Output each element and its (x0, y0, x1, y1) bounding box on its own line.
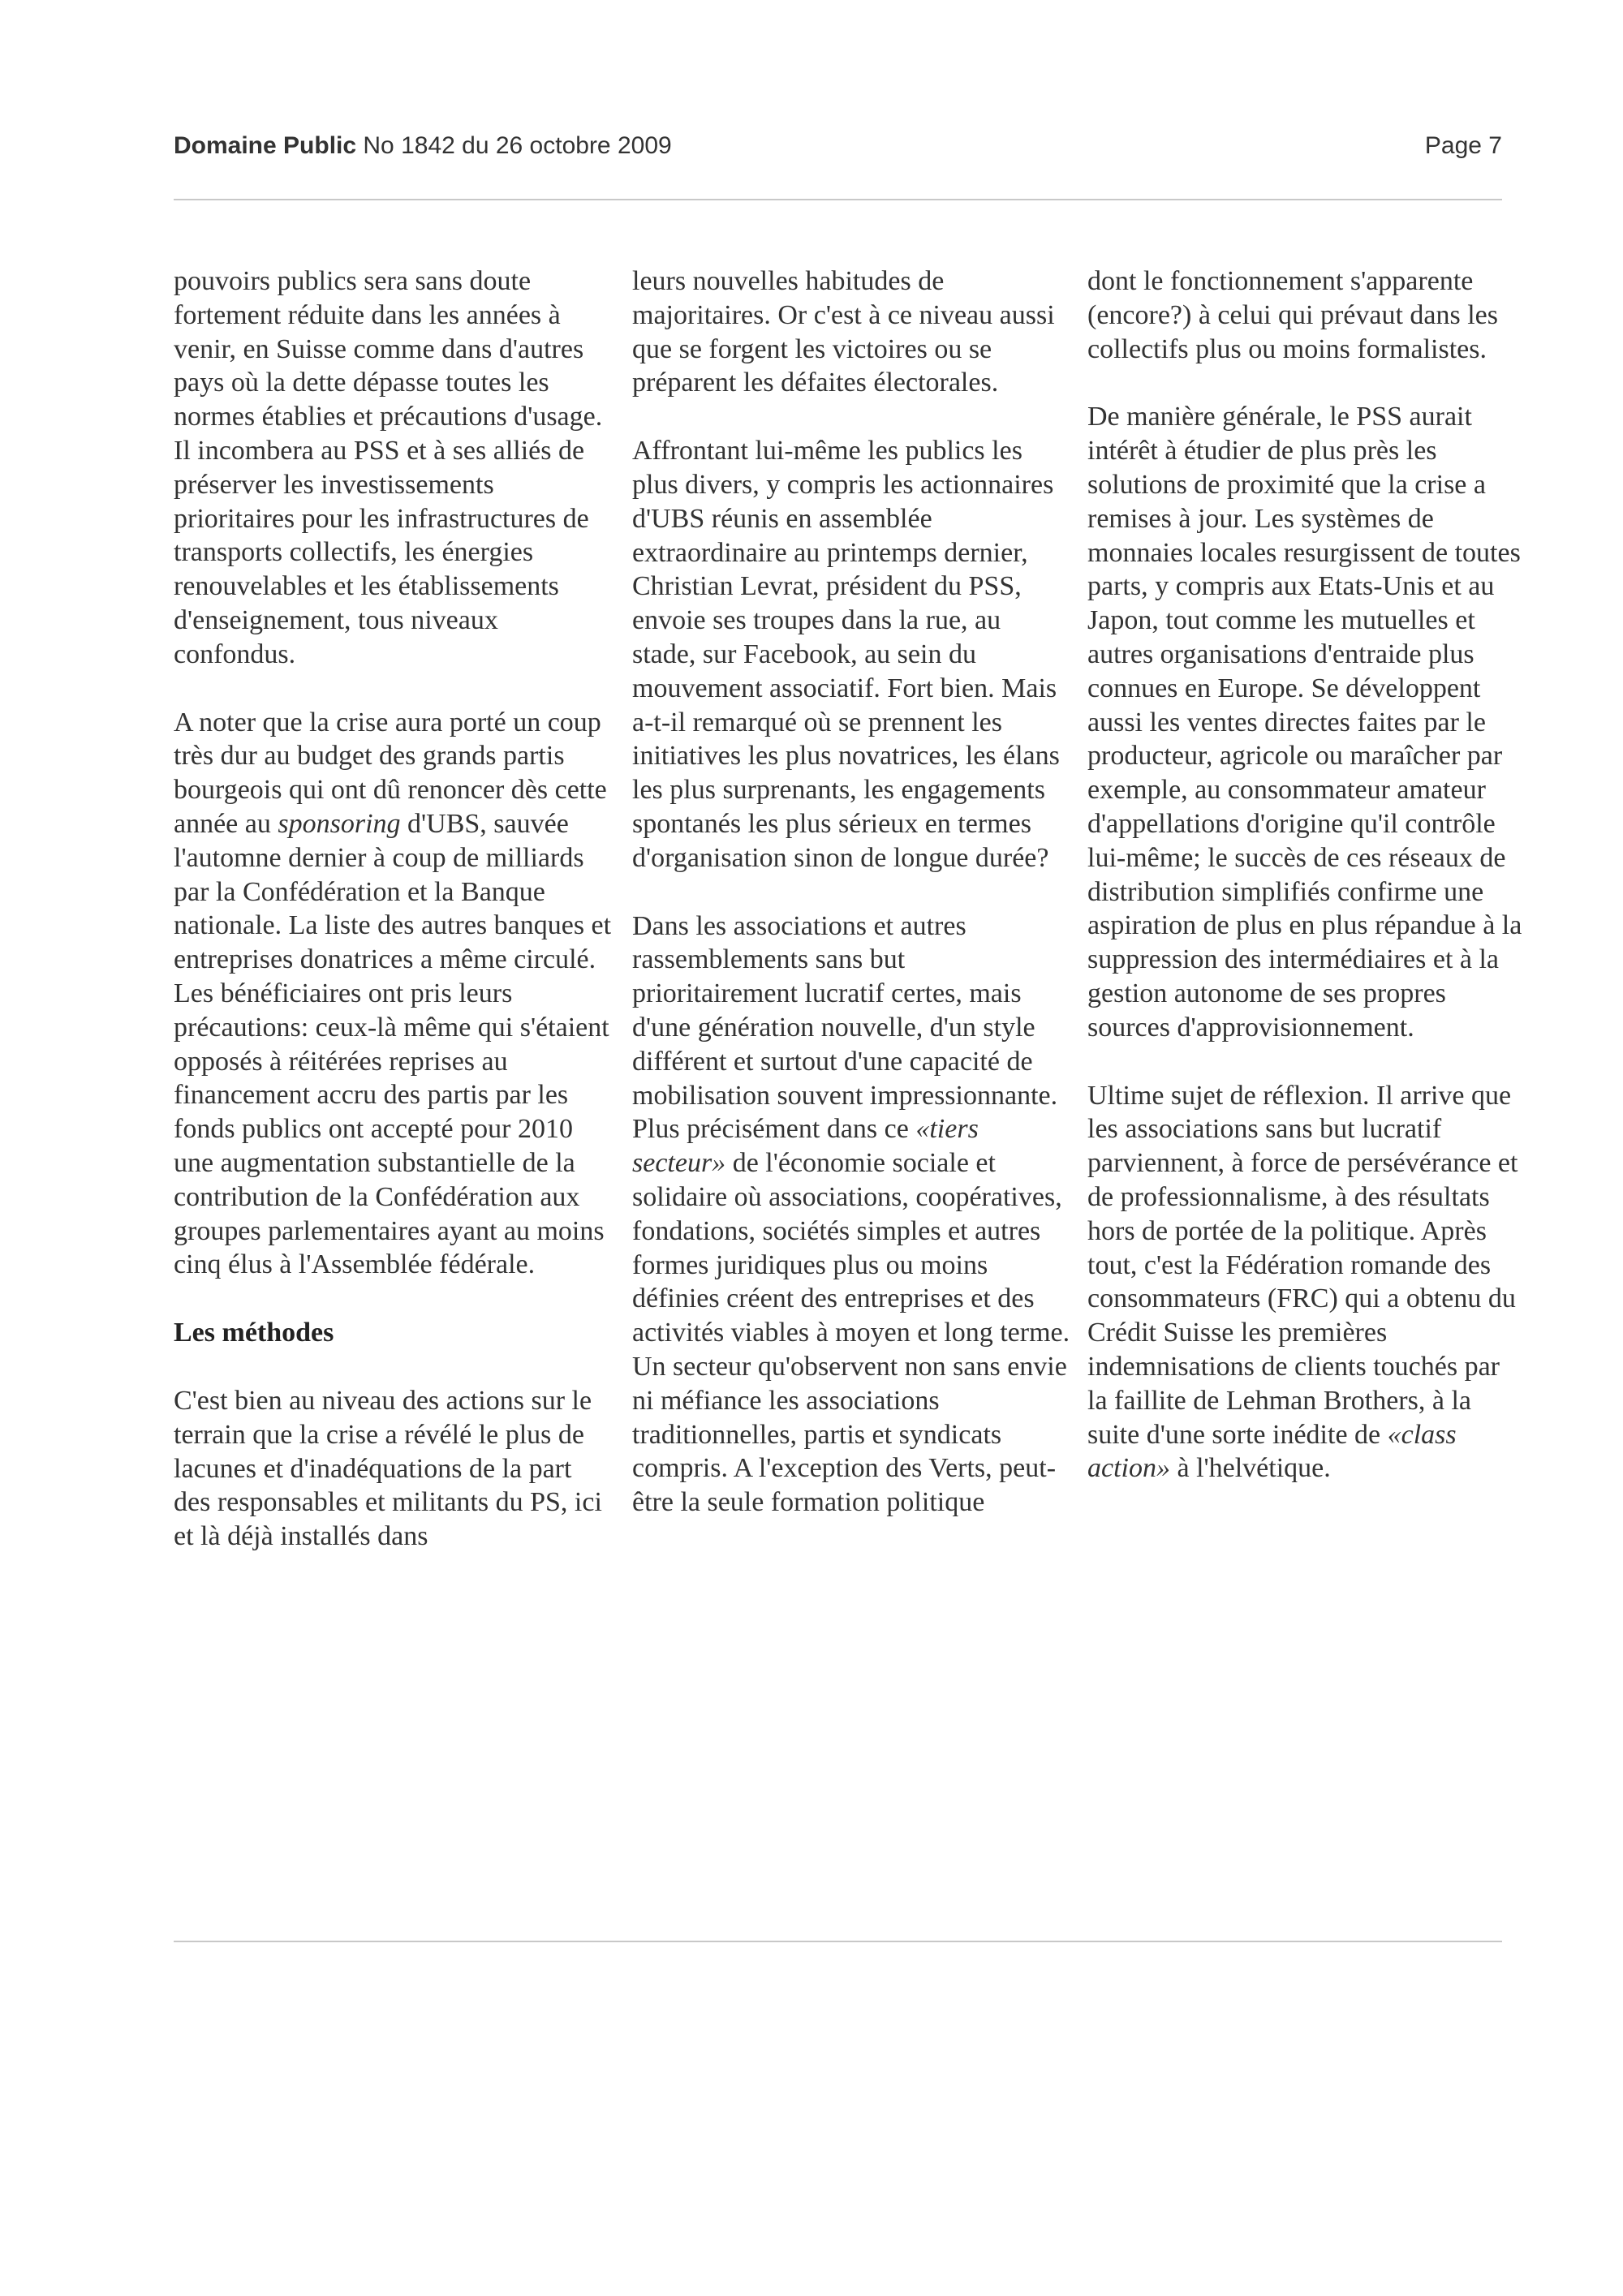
publication-name: Domaine Public (174, 132, 357, 159)
paragraph: Dans les associations et autres rassemblements sans but prioritairement lucratif certes, mais d'une génération nouvelle, d'un style différent et surtout d'une capacité de mobilisation souvent impressionnante. Plus précisément dans ce «tiers secteur» de l'économie sociale et solidaire où associations, coopératives, fondations, sociétés simples et autres formes juridiques plus ou moins définies créent des entreprises et des activités viables à moyen et long terme. Un secteur qu'observent non sans envie ni méfiance les associations traditionnelles, partis et syndicats compris. A l'exception des Verts, peut-être la seule formation politique (632, 910, 1070, 1518)
column-3 (1087, 264, 1526, 1520)
publication-line (174, 132, 672, 160)
header-divider (174, 199, 1502, 200)
italic-term: sponsoring (278, 808, 401, 839)
paragraph: pouvoirs publics sera sans doute fortement réduite dans les années à venir, en Suisse comme dans d'autres pays où la dette dépasse toutes les normes établies et précautions d'usage. Il incombera au PSS et à ses alliés de préserver les investissements prioritaires pour les infrastructures de transports collectifs, les énergies renouvelables et les établissements d'enseignement, tous niveaux confondus. (174, 266, 603, 669)
paragraph: dont le fonctionnement s'apparente (encore?) à celui qui prévaut dans les collectifs plus ou moins formalistes. (1087, 266, 1498, 364)
issue-info: No 1842 du 26 octobre 2009 (363, 132, 672, 159)
page-number: Page 7 (1424, 132, 1502, 159)
paragraph: Ultime sujet de réflexion. Il arrive que les associations sans but lucratif parviennent, à force de persévérance et de professionnalisme, à des résultats hors de portée de la politique. Après tout, c'est la Fédération romande des consommateurs (FRC) qui a obtenu du Crédit Suisse les premières indemnisations de clients touchés par la faillite de Lehman Brothers, à la suite d'une sorte inédite de «class action» à l'helvétique. (1087, 1080, 1518, 1484)
page-header (174, 132, 1502, 165)
paragraph: A noter que la crise aura porté un coup très dur au budget des grands partis bourgeois qui ont dû renoncer dès cette année au sponsoring d'UBS, sauvée l'automne dernier à coup de milliards par la Confédération et la Banque nationale. La liste des autres banques et entreprises donatrices a même circulé. Les bénéficiaires ont pris leurs précautions: ceux-là même qui s'étaient opposés à réitérées reprises au financement accru des partis par les fonds publics ont accepté pour 2010 une augmentation substantielle de la contribution de la Confédération aux groupes parlementaires ayant au moins cinq élus à l'Assemblée fédérale. (174, 707, 612, 1280)
footer-divider (174, 1941, 1502, 1942)
paragraph: De manière générale, le PSS aurait intérêt à étudier de plus près les solutions de proximité que la crise a remises à jour. Les systèmes de monnaies locales resurgissent de toutes parts, y compris aux Etats-Unis et au Japon, tout comme les mutuelles et autres organisations d'entraide plus connues en Europe. Se développent aussi les ventes directes faites par le producteur, agricole ou maraîcher par exemple, au consommateur amateur d'appellations d'origine qu'il contrôle lui-même; le succès de ces réseaux de distribution simplifiés confirme une aspiration de plus en plus répandue à la suppression des intermédiaires et à la gestion autonome de ses propres sources d'approvisionnement. (1087, 402, 1522, 1043)
paragraph: C'est bien au niveau des actions sur le terrain que la crise a révélé le plus de lacunes et d'inadéquations de la part des responsables et militants du PS, ici et là déjà installés dans (174, 1385, 602, 1552)
italic-term: «class action» (1087, 1419, 1457, 1484)
section-heading: Les méthodes (174, 1318, 334, 1348)
paragraph: Affrontant lui-même les publics les plus divers, y compris les actionnaires d'UBS réunis en assemblée extraordinaire au printemps dernier, Christian Levrat, président du PSS, envoie ses troupes dans la rue, au stade, sur Facebook, au sein du mouvement associatif. Fort bien. Mais a-t-il remarqué où se prennent les initiatives les plus novatrices, les élans les plus surprenants, les engagements spontanés les plus sérieux en termes d'organisation sinon de longue durée? (632, 436, 1060, 873)
column-1 (174, 264, 612, 1588)
italic-term: «tiers secteur» (632, 1114, 979, 1179)
column-2 (632, 264, 1070, 1554)
paragraph: leurs nouvelles habitudes de majoritaires. Or c'est à ce niveau aussi que se forgent les victoires ou se préparent les défaites électorales. (632, 266, 1055, 398)
